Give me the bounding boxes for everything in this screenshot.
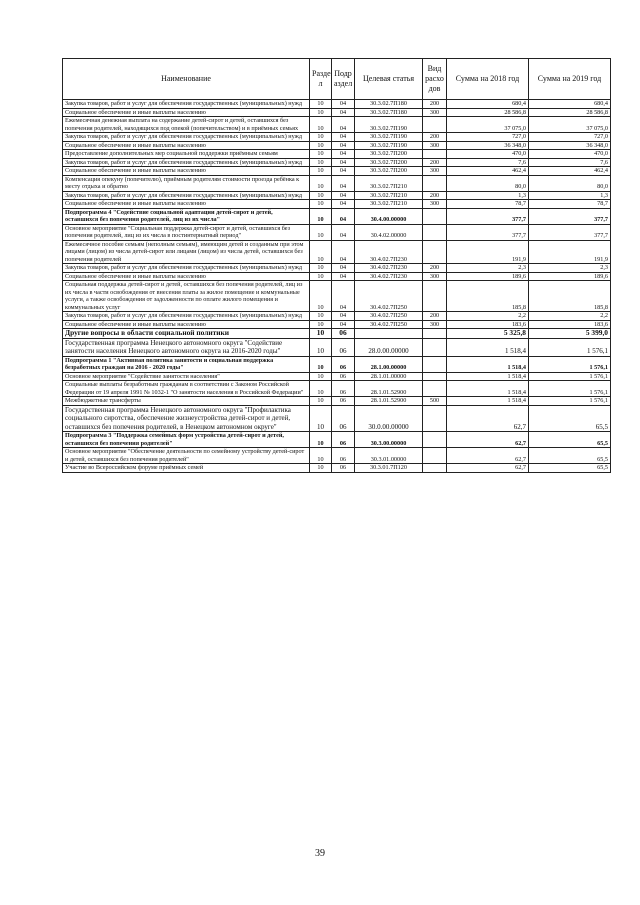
row-name: Социальное обеспечение и иные выплаты населению: [63, 108, 310, 117]
row-podrazdel: 04: [332, 281, 355, 312]
row-expense-type: 300: [423, 108, 447, 117]
row-razdel: 10: [310, 191, 332, 200]
row-sum-2018: 1 518,4: [447, 381, 529, 397]
row-name: Предоставление дополнительных мер социальной поддержки приёмным семьям: [63, 150, 310, 159]
row-sum-2018: 78,7: [447, 200, 529, 209]
table-row: [63, 372, 611, 381]
row-target-article: 30.3.00.00000: [355, 432, 423, 448]
row-expense-type: 300: [423, 320, 447, 329]
row-target-article: 30.4.02.7П250: [355, 320, 423, 329]
row-razdel: 10: [310, 264, 332, 273]
row-target-article: 30.4.02.7П250: [355, 281, 423, 312]
row-sum-2019: 377,7: [529, 224, 611, 240]
row-target-article: 30.3.02.7П200: [355, 167, 423, 176]
row-expense-type: 200: [423, 312, 447, 321]
row-target-article: 30.3.02.7П190: [355, 133, 423, 142]
row-expense-type: 200: [423, 158, 447, 167]
row-sum-2018: 5 325,8: [447, 329, 529, 339]
row-sum-2019: 65,5: [529, 448, 611, 464]
table-row: [63, 264, 611, 273]
row-name: Подпрограмма 4 "Содействие социальной адаптации детей-сирот и детей, оставшихся без попечения родителей, лиц из их числа": [63, 208, 310, 224]
header-target-article: Целевая статья: [355, 59, 423, 100]
row-podrazdel: 04: [332, 320, 355, 329]
row-name: Другие вопросы в области социальной политики: [63, 329, 310, 339]
table-row: [63, 167, 611, 176]
table-row: [63, 133, 611, 142]
row-expense-type: [423, 329, 447, 339]
row-sum-2019: 78,7: [529, 200, 611, 209]
row-name: Социальные выплаты безработным гражданам в соответствии с Законом Российской Федерации от 19 апреля 1991 № 1032-1 "О занятости населения в Российской Федерации": [63, 381, 310, 397]
row-razdel: 10: [310, 175, 332, 191]
row-expense-type: 300: [423, 167, 447, 176]
row-sum-2019: 191,9: [529, 240, 611, 264]
row-name: Закупка товаров, работ и услуг для обеспечения государственных (муниципальных) нужд: [63, 264, 310, 273]
row-target-article: 30.4.02.7П250: [355, 312, 423, 321]
row-name: Социальное обеспечение и иные выплаты населению: [63, 200, 310, 209]
row-expense-type: [423, 208, 447, 224]
table-row: [63, 356, 611, 372]
row-target-article: 30.3.02.7П200: [355, 150, 423, 159]
row-expense-type: [423, 175, 447, 191]
row-sum-2018: 62,7: [447, 432, 529, 448]
row-target-article: 30.3.02.7П180: [355, 108, 423, 117]
row-sum-2018: 1 518,4: [447, 372, 529, 381]
row-target-article: 30.3.02.7П190: [355, 141, 423, 150]
row-sum-2018: 462,4: [447, 167, 529, 176]
row-expense-type: [423, 338, 447, 356]
row-target-article: 30.4.02.7П230: [355, 272, 423, 281]
row-podrazdel: 04: [332, 272, 355, 281]
table-row: [63, 191, 611, 200]
row-razdel: 10: [310, 356, 332, 372]
row-podrazdel: 04: [332, 264, 355, 273]
row-sum-2018: 377,7: [447, 224, 529, 240]
row-podrazdel: 04: [332, 312, 355, 321]
row-sum-2018: 680,4: [447, 100, 529, 109]
row-name: Подпрограмма 1 "Активная политика занятости и социальная поддержка безработных граждан на 2016 - 2020 годы": [63, 356, 310, 372]
row-sum-2018: 1,3: [447, 191, 529, 200]
row-razdel: 10: [310, 224, 332, 240]
row-expense-type: [423, 240, 447, 264]
row-razdel: 10: [310, 281, 332, 312]
budget-table: [62, 58, 611, 473]
row-sum-2019: 2,2: [529, 312, 611, 321]
row-podrazdel: 04: [332, 240, 355, 264]
row-sum-2018: 377,7: [447, 208, 529, 224]
row-sum-2018: 2,3: [447, 264, 529, 273]
row-razdel: 10: [310, 200, 332, 209]
row-expense-type: 200: [423, 133, 447, 142]
table-row: [63, 272, 611, 281]
row-podrazdel: 06: [332, 356, 355, 372]
row-razdel: 10: [310, 240, 332, 264]
row-sum-2018: 62,7: [447, 405, 529, 432]
row-target-article: [355, 329, 423, 339]
row-sum-2019: 7,6: [529, 158, 611, 167]
table-row: [63, 329, 611, 339]
row-expense-type: [423, 448, 447, 464]
row-expense-type: [423, 224, 447, 240]
table-row: [63, 224, 611, 240]
row-name: Закупка товаров, работ и услуг для обеспечения государственных (муниципальных) нужд: [63, 100, 310, 109]
row-target-article: 30.3.02.7П190: [355, 117, 423, 133]
row-podrazdel: 04: [332, 141, 355, 150]
row-name: Закупка товаров, работ и услуг для обеспечения государственных (муниципальных) нужд: [63, 133, 310, 142]
row-expense-type: [423, 356, 447, 372]
row-podrazdel: 04: [332, 191, 355, 200]
row-name: Закупка товаров, работ и услуг для обеспечения государственных (муниципальных) нужд: [63, 158, 310, 167]
table-row: [63, 281, 611, 312]
row-sum-2019: 65,5: [529, 464, 611, 473]
row-sum-2019: 377,7: [529, 208, 611, 224]
row-razdel: 10: [310, 108, 332, 117]
row-razdel: 10: [310, 133, 332, 142]
row-sum-2019: 2,3: [529, 264, 611, 273]
row-sum-2018: 185,8: [447, 281, 529, 312]
row-target-article: 30.0.00.00000: [355, 405, 423, 432]
row-podrazdel: 04: [332, 117, 355, 133]
row-sum-2019: 189,6: [529, 272, 611, 281]
table-row: [63, 312, 611, 321]
row-sum-2018: 2,2: [447, 312, 529, 321]
row-podrazdel: 04: [332, 108, 355, 117]
row-sum-2019: 1 576,1: [529, 397, 611, 406]
row-sum-2019: 680,4: [529, 100, 611, 109]
row-razdel: 10: [310, 141, 332, 150]
row-razdel: 10: [310, 397, 332, 406]
row-expense-type: [423, 281, 447, 312]
row-podrazdel: 04: [332, 200, 355, 209]
table-row: [63, 141, 611, 150]
row-sum-2019: 1,3: [529, 191, 611, 200]
row-sum-2019: 1 576,1: [529, 356, 611, 372]
table-row: [63, 464, 611, 473]
table-body: [63, 100, 611, 473]
row-razdel: 10: [310, 381, 332, 397]
table-row: [63, 117, 611, 133]
row-name: Закупка товаров, работ и услуг для обеспечения государственных (муниципальных) нужд: [63, 312, 310, 321]
header-sum-2018: Сумма на 2018 год: [447, 59, 529, 100]
row-razdel: 10: [310, 320, 332, 329]
row-sum-2019: 462,4: [529, 167, 611, 176]
row-razdel: 10: [310, 372, 332, 381]
row-sum-2019: 183,6: [529, 320, 611, 329]
row-target-article: 30.3.02.7П210: [355, 200, 423, 209]
row-target-article: 30.3.01.00000: [355, 448, 423, 464]
table-row: [63, 240, 611, 264]
row-sum-2018: 1 518,4: [447, 356, 529, 372]
table-row: [63, 432, 611, 448]
row-sum-2018: 191,9: [447, 240, 529, 264]
row-razdel: 10: [310, 100, 332, 109]
row-sum-2019: 1 576,1: [529, 381, 611, 397]
row-target-article: 28.0.00.00000: [355, 338, 423, 356]
row-name: Социальное обеспечение и иные выплаты населению: [63, 141, 310, 150]
table-row: [63, 175, 611, 191]
row-sum-2019: 28 586,8: [529, 108, 611, 117]
row-name: Компенсация опекуну (попечителю), приёмным родителям стоимости проезда ребёнка к месту отдыха и обратно: [63, 175, 310, 191]
row-name: Межбюджетные трансферты: [63, 397, 310, 406]
row-podrazdel: 04: [332, 224, 355, 240]
row-expense-type: 200: [423, 191, 447, 200]
row-expense-type: [423, 372, 447, 381]
row-name: Социальная поддержка детей-сирот и детей, оставшихся без попечения родителей, лиц из их числа в части освобождения от внесения платы за жилое помещение и коммунальные услуги, а также освобождения от задолженности по оплате жилого помещения и коммунальных услуг: [63, 281, 310, 312]
row-target-article: 30.3.01.7П120: [355, 464, 423, 473]
header-podrazdel: Подр аздел: [332, 59, 355, 100]
row-name: Государственная программа Ненецкого автономного округа "Профилактика социального сиротства, обеспечение жизнеустройства детей-сирот и детей, оставшихся без попечения родителей, в Ненецком автономном округе": [63, 405, 310, 432]
row-razdel: 10: [310, 312, 332, 321]
table-row: [63, 100, 611, 109]
header-sum-2019: Сумма на 2019 год: [529, 59, 611, 100]
row-razdel: 10: [310, 338, 332, 356]
row-podrazdel: 06: [332, 464, 355, 473]
row-name: Основное мероприятие "Содействие занятости населения": [63, 372, 310, 381]
row-podrazdel: 06: [332, 381, 355, 397]
row-target-article: 28.1.00.00000: [355, 356, 423, 372]
row-razdel: 10: [310, 208, 332, 224]
row-target-article: 30.3.02.7П200: [355, 158, 423, 167]
table-row: [63, 448, 611, 464]
row-sum-2019: 36 348,0: [529, 141, 611, 150]
row-sum-2018: 7,6: [447, 158, 529, 167]
row-sum-2018: 727,0: [447, 133, 529, 142]
row-name: Основное мероприятие "Социальная поддержка детей-сирот и детей, оставшихся без попечения родителей, лиц из их числа в постинтернатный период": [63, 224, 310, 240]
row-target-article: 30.3.02.7П210: [355, 191, 423, 200]
row-sum-2018: 1 518,4: [447, 338, 529, 356]
row-name: Социальное обеспечение и иные выплаты населению: [63, 167, 310, 176]
row-name: Ежемесячное пособие семьям (неполным семьям), имеющим детей и созданным при этом лицами (лицом) из числа детей-сирот или лицами (лицом) из числа детей, оставшихся без попечения родителей: [63, 240, 310, 264]
row-name: Государственная программа Ненецкого автономного округа "Содействие занятости населения Ненецкого автономного округа на 2016-2020 годы": [63, 338, 310, 356]
row-target-article: 28.1.01.52900: [355, 381, 423, 397]
table-header-row: [63, 59, 611, 100]
row-podrazdel: 04: [332, 208, 355, 224]
row-razdel: 10: [310, 448, 332, 464]
row-sum-2018: 28 586,8: [447, 108, 529, 117]
row-expense-type: [423, 405, 447, 432]
row-target-article: 30.3.02.7П180: [355, 100, 423, 109]
row-sum-2019: 5 399,0: [529, 329, 611, 339]
table-row: [63, 200, 611, 209]
row-razdel: 10: [310, 329, 332, 339]
row-target-article: 30.4.00.00000: [355, 208, 423, 224]
row-sum-2018: 62,7: [447, 448, 529, 464]
row-sum-2019: 37 075,0: [529, 117, 611, 133]
page-number: 39: [315, 848, 325, 859]
row-sum-2018: 1 518,4: [447, 397, 529, 406]
row-sum-2019: 470,0: [529, 150, 611, 159]
row-razdel: 10: [310, 150, 332, 159]
row-name: Участие во Всероссийском форуме приёмных семей: [63, 464, 310, 473]
row-razdel: 10: [310, 464, 332, 473]
row-sum-2018: 470,0: [447, 150, 529, 159]
row-podrazdel: 04: [332, 100, 355, 109]
row-expense-type: 300: [423, 272, 447, 281]
row-podrazdel: 06: [332, 338, 355, 356]
row-expense-type: [423, 432, 447, 448]
table-row: [63, 320, 611, 329]
row-name: Закупка товаров, работ и услуг для обеспечения государственных (муниципальных) нужд: [63, 191, 310, 200]
row-podrazdel: 04: [332, 175, 355, 191]
row-name: Основное мероприятие "Обеспечение деятельности по семейному устройству детей-сирот и детей, оставшихся без попечения родителей": [63, 448, 310, 464]
row-target-article: 28.1.01.00000: [355, 372, 423, 381]
row-podrazdel: 06: [332, 448, 355, 464]
row-sum-2018: 183,6: [447, 320, 529, 329]
row-sum-2019: 1 576,1: [529, 372, 611, 381]
row-expense-type: [423, 464, 447, 473]
row-name: Подпрограмма 3 "Поддержка семейных форм устройства детей-сирот и детей, оставшихся без попечения родителей": [63, 432, 310, 448]
row-target-article: 28.1.01.52900: [355, 397, 423, 406]
header-razdel: Разде л: [310, 59, 332, 100]
row-name: Социальное обеспечение и иные выплаты населению: [63, 272, 310, 281]
row-expense-type: [423, 381, 447, 397]
row-sum-2018: 37 075,0: [447, 117, 529, 133]
table-row: [63, 397, 611, 406]
row-name: Социальное обеспечение и иные выплаты населению: [63, 320, 310, 329]
row-sum-2019: 65,5: [529, 405, 611, 432]
row-podrazdel: 06: [332, 372, 355, 381]
row-expense-type: [423, 117, 447, 133]
row-sum-2018: 62,7: [447, 464, 529, 473]
row-sum-2019: 1 576,1: [529, 338, 611, 356]
row-expense-type: 500: [423, 397, 447, 406]
header-expense-type: Вид расхо дов: [423, 59, 447, 100]
row-sum-2018: 189,6: [447, 272, 529, 281]
table-row: [63, 338, 611, 356]
row-sum-2019: 727,0: [529, 133, 611, 142]
row-podrazdel: 04: [332, 158, 355, 167]
table-row: [63, 208, 611, 224]
row-razdel: 10: [310, 158, 332, 167]
row-target-article: 30.4.02.7П230: [355, 264, 423, 273]
table-row: [63, 405, 611, 432]
row-podrazdel: 04: [332, 133, 355, 142]
row-podrazdel: 04: [332, 167, 355, 176]
row-razdel: 10: [310, 272, 332, 281]
row-podrazdel: 06: [332, 432, 355, 448]
row-razdel: 10: [310, 117, 332, 133]
row-sum-2018: 36 348,0: [447, 141, 529, 150]
row-sum-2019: 80,0: [529, 175, 611, 191]
table-row: [63, 158, 611, 167]
row-target-article: 30.4.02.7П230: [355, 240, 423, 264]
row-razdel: 10: [310, 432, 332, 448]
row-expense-type: 200: [423, 100, 447, 109]
row-target-article: 30.4.02.00000: [355, 224, 423, 240]
row-podrazdel: 04: [332, 150, 355, 159]
row-expense-type: [423, 150, 447, 159]
row-sum-2019: 65,5: [529, 432, 611, 448]
row-podrazdel: 06: [332, 405, 355, 432]
row-sum-2018: 80,0: [447, 175, 529, 191]
row-razdel: 10: [310, 167, 332, 176]
header-name: Наименование: [63, 59, 310, 100]
row-expense-type: 300: [423, 141, 447, 150]
row-expense-type: 300: [423, 200, 447, 209]
row-name: Ежемесячная денежная выплата на содержание детей-сирот и детей, оставшихся без попечения родителей, находящихся под опекой (попечительством) и в приёмных семьях: [63, 117, 310, 133]
row-podrazdel: 06: [332, 329, 355, 339]
table-row: [63, 381, 611, 397]
row-podrazdel: 06: [332, 397, 355, 406]
table-row: [63, 150, 611, 159]
row-expense-type: 200: [423, 264, 447, 273]
table-row: [63, 108, 611, 117]
row-sum-2019: 185,8: [529, 281, 611, 312]
row-razdel: 10: [310, 405, 332, 432]
row-target-article: 30.3.02.7П210: [355, 175, 423, 191]
